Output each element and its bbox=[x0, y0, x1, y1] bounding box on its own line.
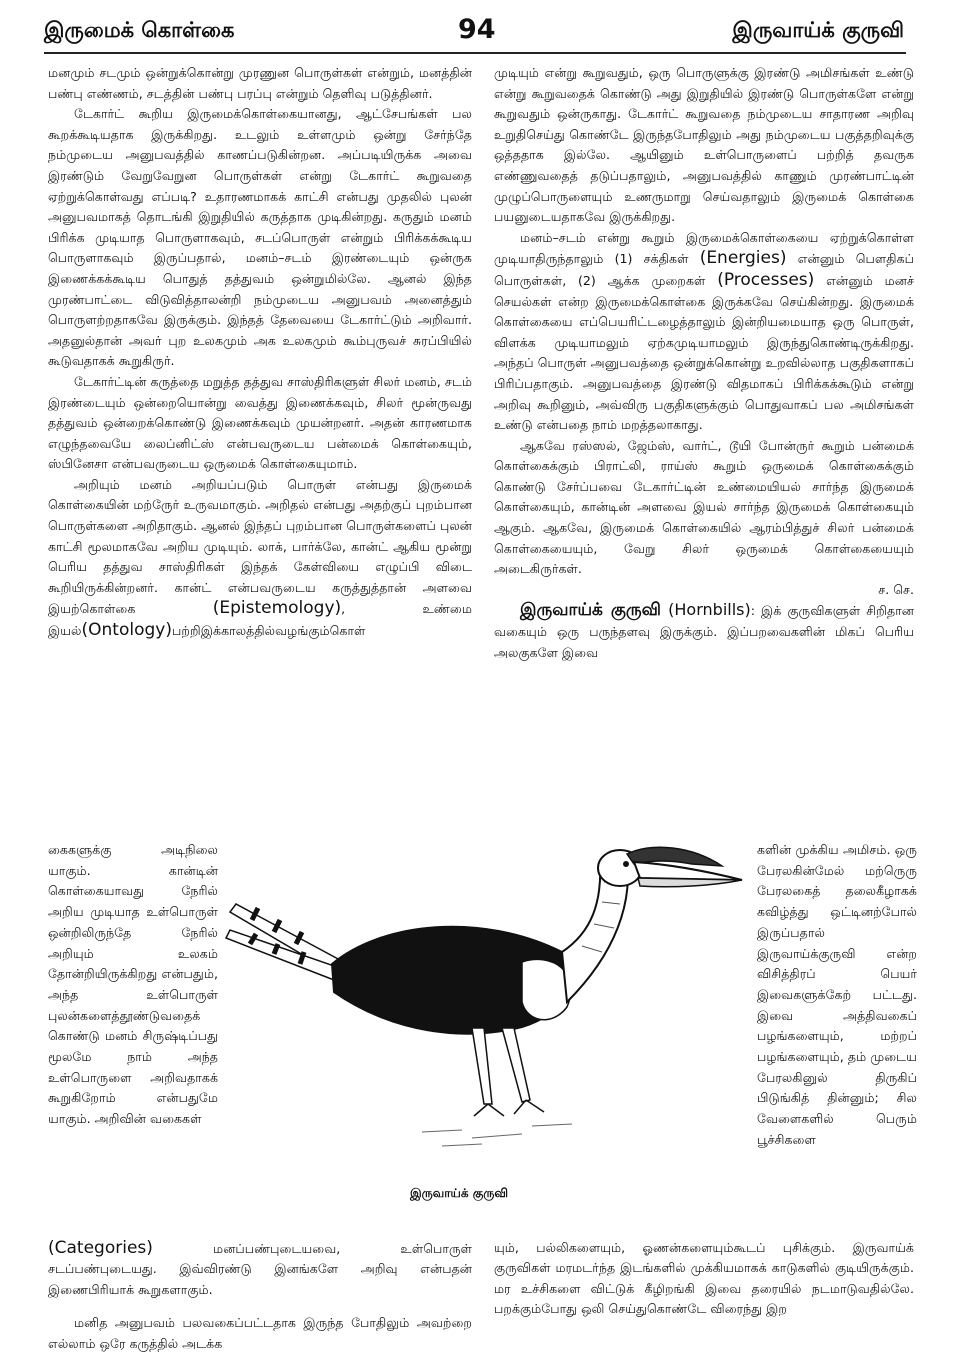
left-wrap-column: கைகளுக்கு அடிநிலை யாகும். கான்டின் கொள்கையாவது நேரில் அறிய முடியாத உள்பொருள் ஒன்றிலிருந்தே நேரில் அறியும் உலகம் தோன்றியிருக்கிறது என்பதும், அந்த உள்பொருள் புலன்களைத்தூண்டுவதைக் கொண்டு மனம் சிருஷ்டிப்பது மூலமே நாம் அந்த உள்பொருளை அறிவதாகக் கூறுகிறோம் என்பதுமே யாகும். அறிவின் வகைகள் bbox=[48, 842, 218, 1127]
paragraph-text: பற்றிஇக்காலத்தில்வழங்கும்கொள் bbox=[171, 623, 366, 639]
entry-hornbill bbox=[494, 600, 914, 663]
term-categories: (Categories) bbox=[48, 1237, 153, 1258]
term-epistemology: (Epistemology) bbox=[212, 598, 342, 619]
term-ontology: (Ontology) bbox=[81, 620, 172, 641]
paragraph: டேகார்ட்டின் கருத்தை மறுத்த தத்துவ சாஸ்திரிகளுள் சிலர் மனம், சடம் இரண்டையும் ஒன்றையொன்று வைத்து இணைக்கவும், சிலர் மூன்ருவது தத்துவம் ஒன்றைக்கொண்டு இணைக்கவும் முயன்றனர். அதன் காரணமாக எழுந்தவையே லைப்னிட்ஸ் என்பவருடைய பன்மைக் கொள்கையும், ஸ்பினேசா என்பவருடைய ஒருமைக் கொள்கையுமாம். bbox=[48, 373, 472, 472]
paragraph: யும், பல்லிகளையும், ஓணன்களையும்கூடப் புசிக்கும். இருவாய்க் குருவிகள் மரமடர்ந்த இடங்களில் முக்கியமாகக் காடுகளில் குடியிருக்கும். மர உச்சிகளை விட்டுக் கீழிறங்கி இவை தரையில் நடமாடுவதில்லே. பறக்கும்போது ஒலி செய்துகொண்டே விரைந்து இற bbox=[494, 1239, 914, 1317]
running-head-right: இருவாய்க் குருவி bbox=[732, 18, 904, 42]
author-initials: ச. செ. bbox=[878, 581, 914, 597]
hornbill-illustration bbox=[222, 842, 752, 1182]
right-column bbox=[494, 63, 914, 663]
entry-title-english: (Hornbills) bbox=[661, 600, 751, 620]
paragraph-text: என்னும் மனச் செயல்கள் என்ற இருமைக்கொள்கை இருக்கவே செய்கின்றது. இருமைக் கொள்கையை எப்பெயரிட்டழைத்தாலும் இன்றியமையாத ஒரு பொருள், விளக்க முடியாமலும் ஏற்கமுடியாமலும் இருந்துகொண்டிருக்கிறது. அந்தப் பொருள் அனுபவத்தை ஒன்றுக்கொன்று உறவில்லாத பகுதிகளாகப் பிரிப்பதாகும். அனுபவத்தை இரண்டு விதமாகப் பிரிக்கக்கூடும் என்று அறிவு கூறினும், அவ்விரு பகுதிகளுக்கும் பொதுவாகப் பல அமிசங்கள் உண்டு என்பதை நாம் மறத்தலாகாது. bbox=[494, 272, 914, 433]
left-column bbox=[48, 63, 472, 642]
paragraph-text: : இக் குருவிகளுள் சிறிதான வகையும் ஒரு பருந்தளவு இருக்கும். இப்பறவைகளின் மிகப் பெரிய அலகுகளே இவை bbox=[494, 603, 914, 660]
entry-title: இருவாய்க் குருவி bbox=[520, 600, 661, 621]
term-energies: (Energies) bbox=[699, 248, 787, 269]
paragraph-text: அறியும் மனம் அறியப்படும் பொருள் என்பது இருமைக் கொள்கையின் மற்ருேர் உருவமாகும். அறிதல் என்பது அதற்குப் புறம்பான பொருள்களை அறிதாகும். ஆனல் இந்தப் புறம்பான பொருள்களைப் புலன் காட்சி மூலமாகவே அறிய முடியும். லாக், பார்க்லே, கான்ட் ஆகிய மூன்று பெரிய தத்துவ சாஸ்திரிகள் இந்தக் கேள்வியை எழுப்பி விடை கூறியிருக்கின்றனர். கான்ட் என்பவருடைய கருத்துத்தான் அளவை இயற்கொள்கை bbox=[48, 476, 472, 617]
paragraph bbox=[48, 1238, 472, 1301]
paragraph-text: மனப்பண்புடையவை, உள்பொருள் சடப்பண்புடையது. இவ்விரண்டு இனங்களே அறிவு என்பதன் இணைபிரியாக் கூறுகளாகும். bbox=[48, 1240, 472, 1297]
paragraph-text: என்னும் பௌதிகப் பொருள்கள், (2) ஆக்க முறைகள் bbox=[494, 251, 914, 288]
paragraph bbox=[494, 228, 914, 436]
left-column-bottom bbox=[48, 1225, 472, 1354]
right-wrap-column: களின் முக்கிய அமிசம். ஒரு பேரலகின்மேல் மற்ருெரு பேரலகைத் தலைகீழாகக் கவிழ்த்து ஒட்டினற்போல் இருப்பதால் இருவாய்க்குருவி என்ற விசித்திரப் பெயர் இவைகளுக்கேற் பட்டது. இவை அத்திவகைப் பழங்களையும், மற்றப் பழங்களையும், தம் முடைய பேரலகினுல் திருகிப் பிடுங்கித் தின்னும்; சில வேளைகளில் பெரும் பூச்சிகளை bbox=[757, 842, 917, 1147]
header-rule bbox=[44, 52, 906, 54]
page-number: 94 bbox=[458, 14, 496, 45]
paragraph-text: , உண்மை இயல் bbox=[48, 601, 472, 639]
paragraph-text: மனம்–சடம் என்று கூறும் இருமைக்கொள்கையை ஏற்றுக்கொள்ள முடியாதிருந்தாலும் (1) சக்திகள் bbox=[494, 229, 914, 267]
paragraph: மனமும் சடமும் ஒன்றுக்கொன்று முரணுன பொருள்கள் என்றும், மனத்தின் பண்பு எண்ணம், சடத்தின் பண்பு பரப்பு என்றும் தெளிவு படுத்தினர். bbox=[48, 65, 472, 101]
paragraph: முடியும் என்று கூறுவதும், ஒரு பொருளுக்கு இரண்டு அமிசங்கள் உண்டு என்று கூறுவதைக் கொண்டு அது இறுதியில் இரண்டு பொருள்களே என்று கூறுவதும் ஒன்ருகாது. டேகார்ட் கூறுவதை நம்முடைய சாதாரண அறிவு உறுதிசெய்து கொண்டே இருந்தபோதிலும் அது நம்முடைய பகுத்தறிவுக்கு ஒத்ததாக இல்லே. ஆயினும் உள்பொருளைப் பற்றித் தவருக எண்ணுவதைத் தடுப்பதாலும், அனுபவத்தில் காணும் முரண்பாட்டின் முழுப்பொருளையும் உணருமாறு செய்வதாலும் இருமைக் கொள்கை பயனுடையதாகவே இருக்கிறது. bbox=[494, 65, 914, 225]
paragraph: ஆகவே ரஸ்ஸல், ஜேம்ஸ், வார்ட், டூயி போன்ருர் கூறும் பன்மைக் கொள்கைக்கும் பிராட்லி, ராய்ஸ் கூறும் ஒருமைக் கொள்கைக்கும் கொண்டு சேர்ப்பவை டேகார்ட்டின் உண்மையியல் சார்ந்த இருமைக் கொள்கையும், கான்டின் அளவை இயல் சார்ந்த இருமைக் கொள்கையும் ஆகும். ஆகவே, இருமைக் கொள்கையில் ஆரம்பித்துச் சிலர் பன்மைக் கொள்கையையும், வேறு சிலர் ஒருமைக் கொள்கையையும் அடைகிருர்கள். bbox=[494, 437, 914, 577]
figure-caption: இருவாய்க் குருவி bbox=[410, 1186, 509, 1200]
term-processes: (Processes) bbox=[717, 269, 815, 290]
paragraph: டேகார்ட் கூறிய இருமைக்கொள்கையானது, ஆட்சேபங்கள் பல கூறக்கூடியதாக இருக்கிறது. உடலும் உள்ளமும் ஒன்று சேர்ந்தே நம்முடைய அனுபவத்தில் காணப்படுகின்றன. அப்படியிருக்க அவை இரண்டும் வேறுவேறுன பொருள்கள் என்று டேகார்ட் கூறுவதை ஏற்றுக்கொள்வது எப்படி? உதாரணமாகக் காட்சி என்பது முதலில் புலன் அனுபவமாகத் தொடங்கி இறுதியில் கருத்தாக முடிகின்றது. கருதும் மனம் பிரிக்க முடியாத பொருளாகவும், சடப்பொருள் என்றும் பிரிக்கக்கூடிய பொருளாகவும் இருப்பதால், மனம்–சடம் இரண்டையும் ஒன்ருக இணைக்கக்கூடிய பொதுத் தத்துவம் ஒன்றுமில்லே. ஆனல் இந்த முரண்பாட்டை விடுவித்தாலன்றி நம்முடைய அனுபவம் அனைத்தும் பொருளற்றதாகவே இருக்கும். இந்தத் தேவையை டேகார்ட்டும் அறிவார். அதனுல்தான் அவர் புற உலகமும் அக உலகமும் கூம்புருவச் சுரப்பியில் கூடுவதாகக் கூறுகிருர். bbox=[48, 106, 472, 369]
paragraph: மனித அனுபவம் பலவகைப்பட்டதாக இருந்த போதிலும் அவற்றை எல்லாம் ஒரே கருத்தில் அடக்க bbox=[48, 1314, 472, 1351]
paragraph bbox=[48, 475, 472, 642]
right-column-bottom bbox=[494, 1225, 914, 1333]
running-head-left: இருமைக் கொள்கை bbox=[44, 18, 235, 42]
